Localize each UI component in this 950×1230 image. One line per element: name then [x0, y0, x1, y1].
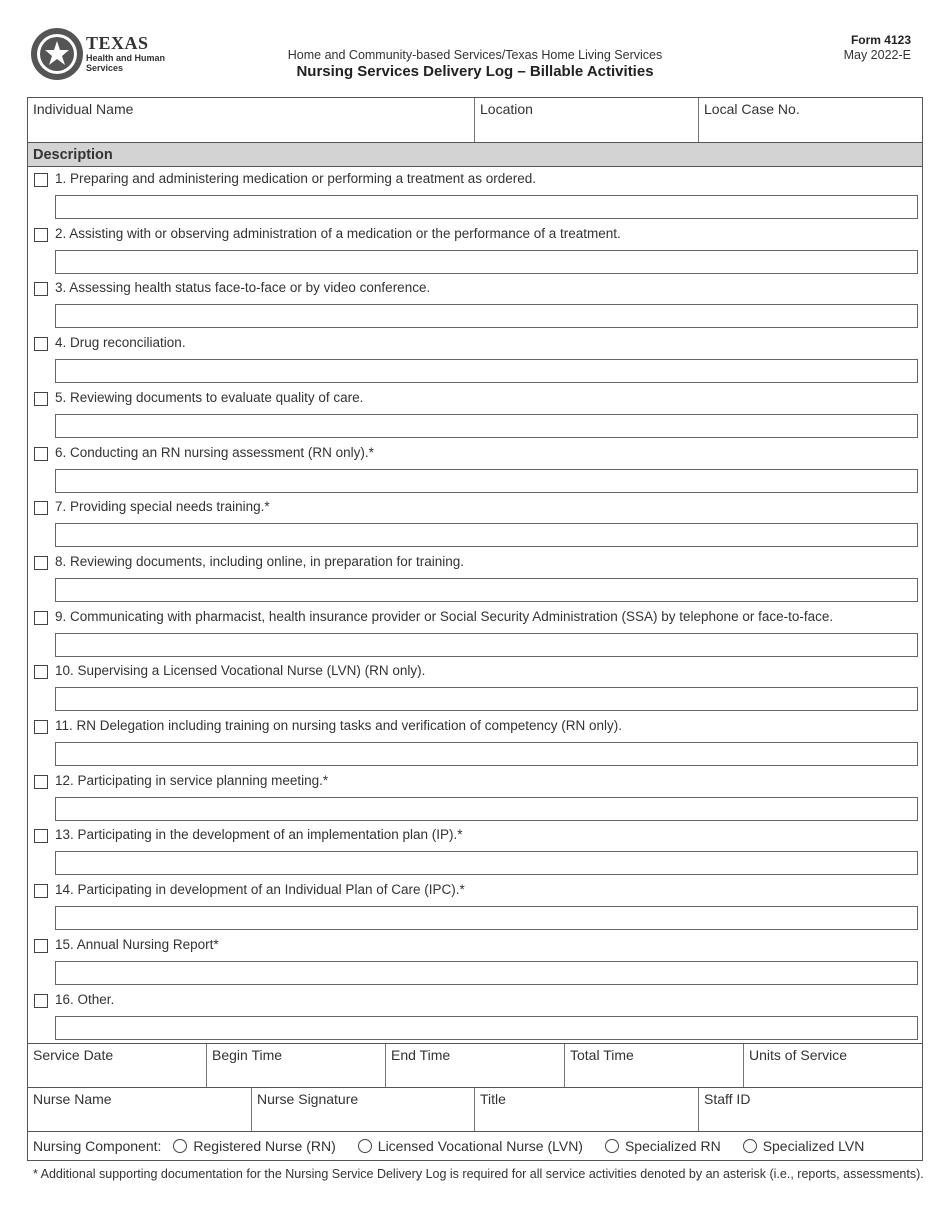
activity-checkbox[interactable] — [34, 720, 48, 734]
activity-notes-field[interactable] — [55, 578, 918, 602]
activity-label: 3. Assessing health status face-to-face or by video conference. — [55, 280, 431, 296]
total-time-field[interactable] — [565, 1044, 744, 1087]
individual-info-row — [28, 98, 922, 143]
logo-texas-text: TEXAS — [86, 33, 149, 53]
activity-label: 15. Annual Nursing Report* — [55, 936, 219, 952]
form-subtitle: Home and Community-based Services/Texas Home Living Services — [287, 48, 663, 62]
activity-item — [28, 879, 922, 934]
activity-item — [28, 770, 922, 825]
activity-label: 6. Conducting an RN nursing assessment (RN only).* — [55, 444, 374, 460]
activity-item — [28, 934, 922, 989]
footnote: * Additional supporting documentation for the Nursing Service Delivery Log is required for all service activities denoted by an asterisk (i.e., reports, assessments). — [33, 1167, 924, 1181]
activity-label: 11. RN Delegation including training on nursing tasks and verification of competency (RN only). — [55, 718, 623, 733]
nurse-name-field[interactable] — [28, 1088, 252, 1131]
hhs-logo — [30, 27, 170, 83]
activity-checkbox[interactable] — [34, 994, 48, 1008]
staff-id-field[interactable] — [699, 1088, 922, 1131]
activity-label: 1. Preparing and administering medication or performing a treatment as ordered. — [55, 171, 537, 186]
activity-label: 13. Participating in the development of an implementation plan (IP).* — [55, 827, 463, 843]
individual-name-field[interactable] — [28, 98, 475, 142]
activity-notes-field[interactable] — [55, 961, 918, 985]
radio-option-lvn[interactable] — [358, 1138, 583, 1154]
individual-name-label: Individual Name — [33, 101, 134, 117]
activity-label: 14. Participating in development of an Individual Plan of Care (IPC).* — [55, 882, 465, 898]
activity-checkbox[interactable] — [34, 392, 48, 406]
total-time-label: Total Time — [570, 1047, 634, 1063]
radio-option-specialized-lvn[interactable] — [743, 1138, 865, 1154]
radio-specialized-lvn[interactable] — [743, 1139, 757, 1153]
activity-checkbox[interactable] — [34, 501, 48, 515]
units-of-service-label: Units of Service — [749, 1047, 848, 1063]
activity-item — [28, 223, 922, 278]
radio-rn-label: Registered Nurse (RN) — [193, 1138, 336, 1154]
activity-notes-field[interactable] — [55, 742, 918, 766]
nurse-row — [28, 1088, 922, 1132]
local-case-no-label: Local Case No. — [704, 101, 800, 117]
begin-time-field[interactable] — [207, 1044, 386, 1087]
form-number: Form 4123 — [850, 33, 911, 47]
activity-label: 12. Participating in service planning meeting.* — [55, 772, 329, 788]
activity-checkbox[interactable] — [34, 447, 48, 461]
nursing-component-row — [28, 1132, 922, 1160]
nurse-signature-label: Nurse Signature — [257, 1091, 359, 1107]
activity-item — [28, 387, 922, 442]
end-time-label: End Time — [391, 1047, 451, 1063]
location-label: Location — [480, 101, 533, 117]
activity-notes-field[interactable] — [55, 523, 918, 547]
activity-checkbox[interactable] — [34, 228, 48, 242]
activity-notes-field[interactable] — [55, 797, 918, 821]
nursing-component-label: Nursing Component: — [33, 1138, 162, 1154]
activity-notes-field[interactable] — [55, 250, 918, 274]
activity-checkbox[interactable] — [34, 282, 48, 296]
activity-notes-field[interactable] — [55, 414, 918, 438]
radio-specialized-rn-label: Specialized RN — [624, 1138, 721, 1154]
activity-item — [28, 824, 922, 879]
local-case-no-field[interactable] — [699, 98, 922, 142]
activity-label: 5. Reviewing documents to evaluate quality of care. — [55, 389, 364, 405]
radio-specialized-rn[interactable] — [605, 1139, 619, 1153]
staff-id-label: Staff ID — [704, 1091, 751, 1107]
units-of-service-field[interactable] — [744, 1044, 922, 1087]
nurse-signature-field[interactable] — [252, 1088, 475, 1131]
service-date-label: Service Date — [33, 1047, 114, 1063]
nurse-name-label: Nurse Name — [33, 1091, 112, 1107]
service-date-field[interactable] — [28, 1044, 207, 1087]
activity-notes-field[interactable] — [55, 469, 918, 493]
activity-notes-field[interactable] — [55, 687, 918, 711]
activity-checkbox[interactable] — [34, 939, 48, 953]
activity-item — [28, 277, 922, 332]
activity-checkbox[interactable] — [34, 829, 48, 843]
activity-label: 8. Reviewing documents, including online, in preparation for training. — [55, 553, 464, 569]
activity-item — [28, 551, 922, 606]
title-field[interactable] — [475, 1088, 699, 1131]
end-time-field[interactable] — [386, 1044, 565, 1087]
activity-checkbox[interactable] — [34, 611, 48, 625]
activity-notes-field[interactable] — [55, 304, 918, 328]
texas-seal-icon — [30, 27, 84, 81]
radio-specialized-lvn-label: Specialized LVN — [762, 1138, 865, 1154]
activity-label: 9. Communicating with pharmacist, health insurance provider or Social Security Administration (SSA) by telephone or face-to-face. — [55, 608, 834, 624]
activity-notes-field[interactable] — [55, 1016, 918, 1040]
activity-label: 10. Supervising a Licensed Vocational Nurse (LVN) (RN only). — [55, 663, 426, 679]
location-field[interactable] — [475, 98, 699, 142]
activity-notes-field[interactable] — [55, 359, 918, 383]
form-header — [0, 0, 950, 95]
activity-checkbox[interactable] — [34, 884, 48, 898]
form-date: May 2022-E — [843, 48, 911, 62]
description-header: Description — [28, 143, 922, 167]
activity-checkbox[interactable] — [34, 337, 48, 351]
service-row — [28, 1043, 922, 1088]
activity-item — [28, 989, 922, 1044]
activity-notes-field[interactable] — [55, 906, 918, 930]
activity-checkbox[interactable] — [34, 665, 48, 679]
radio-option-rn[interactable] — [173, 1138, 335, 1154]
activity-label: 2. Assisting with or observing administration of a medication or the performance of a treatment. — [55, 225, 621, 241]
activity-item — [28, 606, 922, 661]
activity-item — [28, 442, 922, 497]
activity-notes-field[interactable] — [55, 633, 918, 657]
activity-label: 7. Providing special needs training.* — [55, 499, 270, 515]
delivery-log-form — [27, 97, 923, 1161]
activity-item — [28, 168, 922, 223]
radio-lvn-label: Licensed Vocational Nurse (LVN) — [377, 1138, 583, 1154]
radio-rn[interactable] — [173, 1139, 187, 1153]
title-label: Title — [480, 1091, 506, 1107]
activity-item — [28, 715, 922, 770]
activity-item — [28, 496, 922, 551]
form-title: Nursing Services Delivery Log – Billable Activities — [296, 63, 654, 80]
activity-checkbox[interactable] — [34, 173, 48, 187]
begin-time-label: Begin Time — [212, 1047, 283, 1063]
activity-label: 4. Drug reconciliation. — [55, 335, 186, 351]
activity-item — [28, 660, 922, 715]
activity-checkbox[interactable] — [34, 775, 48, 789]
activity-notes-field[interactable] — [55, 851, 918, 875]
activity-notes-field[interactable] — [55, 195, 918, 219]
activity-item — [28, 332, 922, 387]
radio-option-specialized-rn[interactable] — [605, 1138, 721, 1154]
activity-label: 16. Other. — [55, 991, 115, 1007]
activity-checkbox[interactable] — [34, 556, 48, 570]
logo-agency-text: Health and Human Services — [86, 53, 166, 73]
radio-lvn[interactable] — [358, 1139, 372, 1153]
